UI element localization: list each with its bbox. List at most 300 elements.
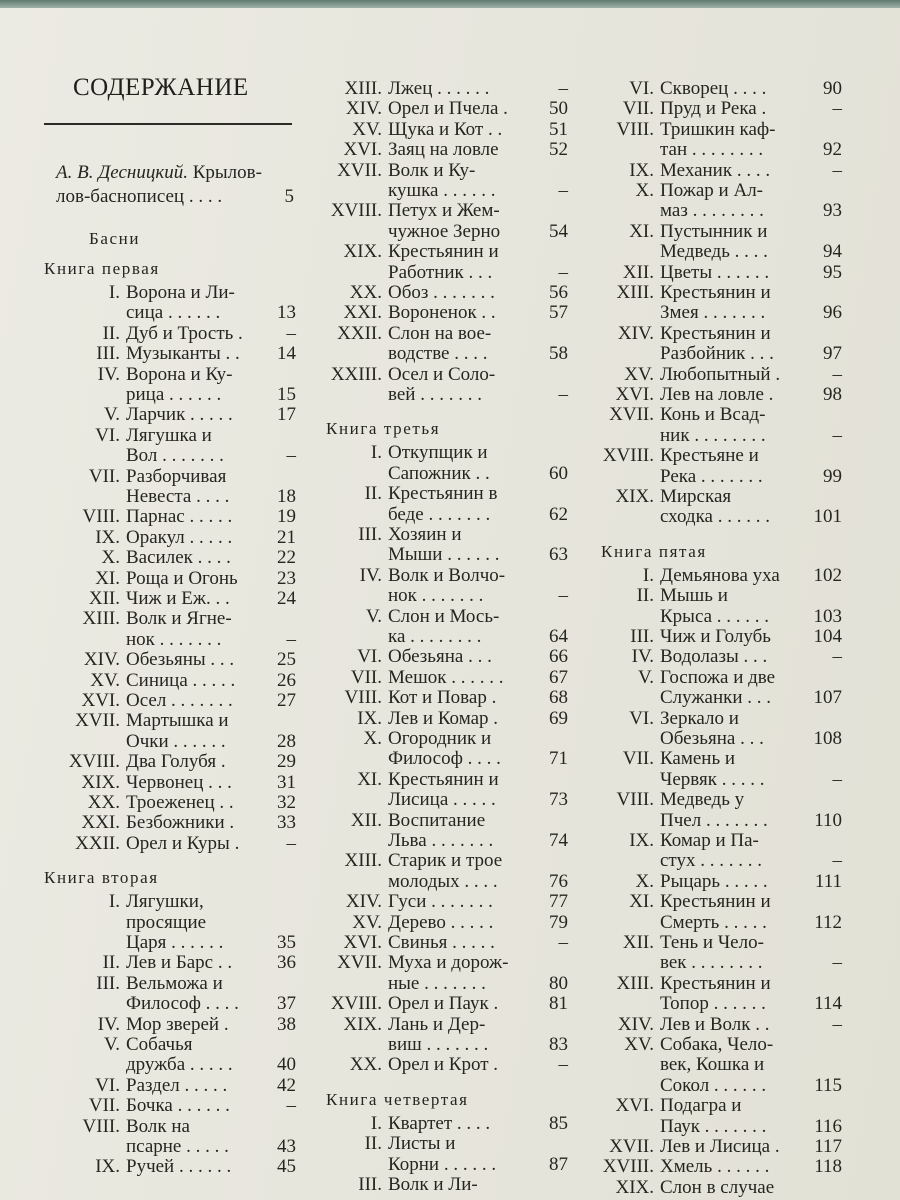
toc-entry xyxy=(597,1136,842,1158)
entry-page-number: 95 xyxy=(823,261,842,283)
toc-entry xyxy=(318,728,568,771)
entry-page-number: – xyxy=(558,383,568,405)
entry-title-line: Мирская xyxy=(660,486,732,507)
entry-title-line: Вол . . . . . . . xyxy=(126,445,224,467)
entry-title-line: Философ . . . . xyxy=(126,993,239,1015)
entry-title-line: Река . . . . . . . xyxy=(660,465,763,487)
entry-page-number: 79 xyxy=(549,911,568,933)
entry-page-number: – xyxy=(832,952,842,974)
entry-title-line: Квартет . . . . xyxy=(388,1112,491,1134)
entry-title-line: Крестьянин и xyxy=(660,282,771,303)
entry-page-number: 42 xyxy=(277,1074,296,1096)
toc-entry xyxy=(597,585,842,628)
entry-number: XVII. xyxy=(337,159,382,181)
entry-title-line: Дуб и Трость . xyxy=(126,322,243,344)
entry-title-line: Скворец . . . . xyxy=(660,78,767,99)
entry-title-line: просящие xyxy=(126,911,207,933)
toc-entry xyxy=(44,547,296,569)
entry-title-line: кушка . . . . . . xyxy=(388,179,496,201)
entry-title-line: Мор зверей . xyxy=(126,1013,229,1035)
entry-title-line: Волк и Ку- xyxy=(388,159,476,181)
entry-page-number: 64 xyxy=(549,625,568,647)
entry-number: X. xyxy=(101,547,120,569)
entry-title-line: Сокол . . . . . . xyxy=(660,1074,767,1096)
entry-number: XVI. xyxy=(615,384,654,405)
entry-page-number: 111 xyxy=(814,870,842,892)
toc-entry xyxy=(318,282,568,304)
toc-entry xyxy=(318,667,568,689)
toc-entry xyxy=(318,932,568,954)
entry-number: II. xyxy=(102,952,120,974)
entry-title-line: Крестьянин и xyxy=(388,241,499,263)
entry-number: VIII. xyxy=(82,506,120,528)
entry-page-number: 31 xyxy=(277,771,296,793)
entry-number: IV. xyxy=(97,1013,120,1035)
entry-page-number: 27 xyxy=(277,690,296,711)
toc-entry xyxy=(597,364,842,386)
entry-title-line: Листы и xyxy=(388,1133,456,1155)
entry-title-line: Червяк . . . . . xyxy=(660,768,765,790)
entry-page-number: 50 xyxy=(549,98,568,120)
entry-page-number: – xyxy=(558,932,568,953)
entry-number: XX. xyxy=(349,1054,382,1076)
book-heading: Книга третья xyxy=(326,419,441,439)
entry-number: XXI. xyxy=(81,812,120,834)
toc-entry xyxy=(44,282,296,325)
entry-title-line: псарне . . . . . xyxy=(126,1135,229,1157)
entry-page-number: 81 xyxy=(549,993,568,1015)
entry-title-line: Два Голубя . xyxy=(126,751,226,773)
entry-title-line: Вельможа и xyxy=(126,972,223,994)
toc-entry xyxy=(44,1095,296,1117)
entry-title-line: Орел и Паук . xyxy=(388,993,499,1015)
entry-number: VI. xyxy=(629,707,654,729)
toc-entry xyxy=(318,524,568,567)
entry-title-line: Крестьянин в xyxy=(388,483,498,505)
entry-number: X. xyxy=(635,180,654,201)
toc-entry xyxy=(318,1014,568,1057)
entry-page-number: 98 xyxy=(823,384,842,405)
entry-title-line: Муха и дорож- xyxy=(388,952,509,974)
entry-title-line: Хмель . . . . . . xyxy=(660,1156,770,1178)
entry-title-line: Парнас . . . . . xyxy=(126,506,233,528)
toc-entry xyxy=(597,646,842,668)
entry-number: VI. xyxy=(357,646,382,668)
entry-page-number: 13 xyxy=(277,302,296,324)
entry-title-line: Бочка . . . . . . xyxy=(126,1095,230,1117)
entry-number: XVI. xyxy=(81,690,120,711)
entry-title-line: Паук . . . . . . . xyxy=(660,1115,767,1137)
entry-page-number: 117 xyxy=(814,1136,842,1157)
entry-number: XVII. xyxy=(337,952,382,974)
entry-page-number: 24 xyxy=(277,588,296,609)
entry-number: II. xyxy=(364,483,382,505)
book-heading: Книга первая xyxy=(44,259,160,278)
entry-page-number: 108 xyxy=(813,727,842,749)
entry-page-number: 32 xyxy=(277,792,296,813)
entry-title-line: Червонец . . . xyxy=(126,771,232,793)
entry-title-line: Философ . . . . xyxy=(388,748,501,770)
entry-title-line: Подагра и xyxy=(660,1095,742,1117)
entry-title-line: Огородник и xyxy=(388,728,492,749)
entry-page-number: 97 xyxy=(823,343,842,365)
toc-entry xyxy=(318,302,568,324)
entry-number: IV. xyxy=(359,564,382,586)
toc-entry xyxy=(597,119,842,162)
entry-number: XI. xyxy=(95,567,120,589)
entry-title-line: век, Кошка и xyxy=(660,1054,765,1076)
toc-entry xyxy=(597,1177,842,1199)
toc-entry xyxy=(44,772,296,794)
entry-page-number: 51 xyxy=(549,118,568,140)
entry-number: XIX. xyxy=(81,771,120,793)
entry-title-line: Разборчивая xyxy=(126,465,227,487)
entry-title-line: Осел и Соло- xyxy=(388,363,496,385)
toc-entry xyxy=(318,769,568,812)
toc-entry xyxy=(44,568,296,590)
entry-title-line: Зеркало и xyxy=(660,707,739,729)
entry-number: XI. xyxy=(629,220,654,242)
toc-entry xyxy=(597,1034,842,1097)
entry-page-number: 92 xyxy=(823,139,842,161)
entry-title-line: сица . . . . . . xyxy=(126,302,221,324)
entry-page-number: – xyxy=(286,322,296,344)
entry-title-line: сходка . . . . . . xyxy=(660,506,770,528)
entry-number: XIV. xyxy=(617,1013,654,1035)
entry-title-line: Крестьяне и xyxy=(660,445,759,467)
entry-page-number: – xyxy=(832,1013,842,1035)
entry-page-number: 33 xyxy=(277,812,296,834)
entry-page-number: 56 xyxy=(549,282,568,303)
entry-title-line: ка . . . . . . . . xyxy=(388,625,482,647)
entry-title-line: Крыса . . . . . . xyxy=(660,605,770,627)
toc-entry xyxy=(597,180,842,223)
entry-number: III. xyxy=(630,626,654,647)
entry-page-number: 19 xyxy=(277,506,296,528)
entry-title-line: Корни . . . . . . xyxy=(388,1153,497,1175)
toc-entry xyxy=(44,833,296,855)
entry-number: IV. xyxy=(631,646,654,668)
entry-number: XV. xyxy=(624,1034,654,1055)
entry-title-line: Комар и Па- xyxy=(660,830,759,851)
toc-entry xyxy=(318,1113,568,1135)
entry-number: XIII. xyxy=(616,282,654,303)
entry-page-number: 36 xyxy=(277,952,296,974)
entry-number: XVIII. xyxy=(602,1156,654,1178)
toc-entry xyxy=(44,891,296,954)
section-heading: Басни xyxy=(89,229,141,248)
toc-entry xyxy=(597,98,842,120)
entry-number: VI. xyxy=(95,1074,120,1096)
entry-page-number: 68 xyxy=(549,687,568,709)
entry-page-number: 40 xyxy=(277,1054,296,1076)
toc-entry xyxy=(597,404,842,447)
toc-entry xyxy=(318,241,568,284)
entry-page-number: 118 xyxy=(814,1156,842,1178)
entry-page-number: 74 xyxy=(549,829,568,851)
entry-title-line: Воспитание xyxy=(388,809,486,831)
toc-entry xyxy=(597,384,842,406)
entry-title-line: Пожар и Ал- xyxy=(660,180,764,201)
entry-title-line: дружба . . . . . xyxy=(126,1054,233,1076)
entry-number: II. xyxy=(364,1133,382,1155)
entry-number: VII. xyxy=(622,748,654,770)
entry-page-number: 85 xyxy=(549,1112,568,1134)
entry-number: XVII. xyxy=(609,1136,654,1157)
entry-title-line: Медведь у xyxy=(660,789,745,811)
entry-page-number: 21 xyxy=(277,526,296,548)
entry-title-line: Синица . . . . . xyxy=(126,669,236,691)
entry-number: XIV. xyxy=(345,98,382,120)
entry-page-number: 102 xyxy=(813,564,842,586)
toc-entry xyxy=(597,160,842,182)
entry-page-number: – xyxy=(832,424,842,446)
toc-entry xyxy=(597,282,842,325)
entry-number: XV. xyxy=(352,911,382,933)
entry-title-line: Медведь . . . . xyxy=(660,241,768,263)
entry-page-number: 52 xyxy=(549,139,568,161)
entry-title-line: Очки . . . . . . xyxy=(126,730,226,752)
toc-entry xyxy=(597,262,842,284)
entry-title-line: беде . . . . . . . xyxy=(388,503,491,525)
entry-title-line: Мышь и xyxy=(660,585,728,607)
entry-number: IV. xyxy=(97,363,120,385)
entry-title-line: Чиж и Голубь xyxy=(660,626,771,647)
entry-page-number: 83 xyxy=(549,1033,568,1055)
entry-number: VII. xyxy=(88,465,120,487)
toc-entry xyxy=(318,912,568,934)
entry-number: VII. xyxy=(622,98,654,120)
entry-title-line: Ручей . . . . . . xyxy=(126,1156,232,1178)
entry-page-number: 110 xyxy=(814,809,842,831)
entry-number: XXII. xyxy=(337,322,382,344)
toc-entry xyxy=(597,789,842,832)
entry-title-line: Свинья . . . . . xyxy=(388,932,495,953)
toc-entry xyxy=(318,98,568,120)
toc-entry xyxy=(44,466,296,509)
entry-title-line: нок . . . . . . . xyxy=(388,585,484,607)
entry-title-line: Лягушка и xyxy=(126,424,212,446)
entry-page-number: 63 xyxy=(549,544,568,566)
entry-page-number: – xyxy=(832,159,842,181)
entry-page-number: 25 xyxy=(277,649,296,671)
entry-number: XVIII. xyxy=(602,445,654,467)
entry-title-line: Разбойник . . . xyxy=(660,343,774,365)
entry-title-line: Волк и Ягне- xyxy=(126,608,232,630)
toc-entry xyxy=(318,200,568,243)
entry-title-line: молодых . . . . xyxy=(388,870,498,892)
entry-page-number: 76 xyxy=(549,870,568,892)
toc-entry xyxy=(318,952,568,995)
entry-title-line: виш . . . . . . . xyxy=(388,1033,489,1055)
entry-page-number: 71 xyxy=(549,748,568,770)
intro-line-1 xyxy=(56,162,262,184)
entry-page-number: – xyxy=(832,646,842,668)
entry-title-line: Водолазы . . . xyxy=(660,646,768,668)
entry-page-number: 22 xyxy=(277,547,296,569)
entry-number: XVIII. xyxy=(330,200,382,222)
entry-page-number: – xyxy=(286,1095,296,1117)
entry-title-line: Откупщик и xyxy=(388,442,488,464)
entry-page-number: 23 xyxy=(277,567,296,589)
toc-entry xyxy=(44,1156,296,1178)
toc-entry xyxy=(318,565,568,608)
entry-title-line: Волк и Волчо- xyxy=(388,564,506,586)
entry-title-line: ные . . . . . . . xyxy=(388,972,486,994)
entry-title-line: Собака, Чело- xyxy=(660,1034,774,1055)
toc-entry xyxy=(44,973,296,1016)
entry-page-number: 115 xyxy=(814,1074,842,1096)
toc-entry xyxy=(44,1034,296,1077)
toc-entry xyxy=(44,792,296,814)
entry-title-line: Служанки . . . xyxy=(660,687,772,709)
entry-title-line: Крестьянин и xyxy=(660,322,771,344)
entry-page-number: – xyxy=(558,1054,568,1076)
entry-page-number: – xyxy=(832,850,842,872)
toc-entry xyxy=(44,588,296,610)
entry-page-number: 96 xyxy=(823,302,842,324)
entry-page-number: 29 xyxy=(277,751,296,773)
entry-page-number: 101 xyxy=(813,506,842,528)
entry-title-line: Лев на ловле . xyxy=(660,384,774,405)
toc-entry xyxy=(318,606,568,649)
entry-title-line: Музыканты . . xyxy=(126,343,240,365)
entry-title-line: Лев и Комар . xyxy=(388,707,499,729)
entry-page-number: – xyxy=(832,363,842,385)
entry-number: X. xyxy=(363,728,382,749)
toc-entry xyxy=(597,830,842,873)
entry-number: IX. xyxy=(357,707,382,729)
toc-entry xyxy=(318,119,568,141)
entry-title-line: Заяц на ловле xyxy=(388,139,499,161)
entry-title-line: Царя . . . . . . xyxy=(126,931,224,953)
entry-title-line: маз . . . . . . . . xyxy=(660,200,764,222)
entry-title-line: Крестьянин и xyxy=(388,768,499,790)
entry-number: VII. xyxy=(350,666,382,688)
entry-page-number: – xyxy=(558,261,568,283)
entry-title-line: Оракул . . . . . xyxy=(126,526,233,548)
toc-entry xyxy=(318,1133,568,1176)
entry-title-line: Змея . . . . . . . xyxy=(660,302,766,324)
toc-entry xyxy=(44,812,296,834)
entry-title-line: Работник . . . xyxy=(388,261,493,283)
toc-entry xyxy=(597,748,842,791)
entry-title-line: Госпожа и две xyxy=(660,666,776,688)
toc-entry xyxy=(597,565,842,587)
toc-entry xyxy=(597,221,842,264)
entry-page-number: 38 xyxy=(277,1013,296,1035)
entry-title-line: Орел и Куры . xyxy=(126,832,240,854)
entry-number: VIII. xyxy=(82,1115,120,1137)
entry-number: II. xyxy=(102,322,120,344)
toc-entry xyxy=(597,1095,842,1138)
entry-page-number: – xyxy=(286,445,296,467)
entry-number: XVI. xyxy=(343,932,382,953)
entry-title-line: Обезьяна . . . xyxy=(388,646,492,668)
toc-entry xyxy=(597,891,842,934)
intro-page: 5 xyxy=(284,186,294,207)
entry-page-number: 57 xyxy=(549,302,568,324)
entry-title-line: век . . . . . . . . xyxy=(660,952,763,974)
toc-entry xyxy=(44,1075,296,1097)
entry-title-line: Лжец . . . . . . xyxy=(388,78,490,99)
entry-number: XIII. xyxy=(344,850,382,872)
entry-number: XX. xyxy=(87,792,120,813)
entry-number: V. xyxy=(103,1034,120,1055)
entry-title-line: Слон и Мось- xyxy=(388,605,500,627)
toc-entry xyxy=(44,1116,296,1159)
entry-title-line: Вороненок . . xyxy=(388,302,496,324)
entry-number: XVI. xyxy=(615,1095,654,1117)
entry-page-number: – xyxy=(832,768,842,790)
entry-title-line: Лань и Дер- xyxy=(388,1013,486,1035)
entry-title-line: Ворона и Ли- xyxy=(126,282,235,303)
toc-entry xyxy=(44,425,296,468)
entry-title-line: Волк на xyxy=(126,1115,190,1137)
entry-title-line: Чиж и Еж. . . xyxy=(126,588,230,609)
toc-entry xyxy=(44,710,296,753)
entry-page-number: 26 xyxy=(277,669,296,691)
entry-title-line: Гуси . . . . . . . xyxy=(388,891,493,913)
entry-title-line: нок . . . . . . . xyxy=(126,628,222,650)
entry-title-line: Мартышка и xyxy=(126,710,229,732)
entry-number: V. xyxy=(365,605,382,627)
entry-title-line: Обезьяна . . . xyxy=(660,727,764,749)
entry-number: XIII. xyxy=(344,78,382,99)
entry-title-line: Роща и Огонь xyxy=(126,567,238,589)
entry-number: XIV. xyxy=(345,891,382,913)
entry-number: I. xyxy=(370,1112,382,1134)
toc-entry xyxy=(318,78,568,100)
toc-entry xyxy=(597,78,842,100)
entry-number: XIX. xyxy=(615,486,654,507)
entry-number: XV. xyxy=(624,363,654,385)
entry-title-line: Безбожники . xyxy=(126,812,235,834)
toc-entry xyxy=(318,646,568,668)
entry-number: XIX. xyxy=(343,1013,382,1035)
entry-number: XVII. xyxy=(609,404,654,426)
entry-title-line: Осел . . . . . . . xyxy=(126,690,233,711)
toc-entry xyxy=(318,687,568,709)
toc-entry xyxy=(44,343,296,365)
entry-number: XVII. xyxy=(75,710,120,732)
entry-title-line: Слон на вое- xyxy=(388,322,492,344)
entry-number: IX. xyxy=(629,159,654,181)
toc-entry xyxy=(597,1156,842,1178)
entry-page-number: 116 xyxy=(814,1115,842,1137)
page-edge xyxy=(0,0,900,8)
entry-number: VI. xyxy=(629,78,654,99)
book-heading: Книга пятая xyxy=(601,541,707,561)
entry-page-number: 77 xyxy=(549,891,568,913)
entry-page-number: – xyxy=(558,78,568,99)
entry-number: IX. xyxy=(95,1156,120,1178)
entry-page-number: 62 xyxy=(549,503,568,525)
entry-title-line: Мыши . . . . . . xyxy=(388,544,500,566)
entry-title-line: Орел и Пчела . xyxy=(388,98,508,120)
entry-number: XII. xyxy=(622,261,654,283)
toc-entry xyxy=(318,139,568,161)
entry-title-line: Мешок . . . . . . xyxy=(388,666,504,688)
entry-title-line: Демьянова уха xyxy=(660,564,780,586)
entry-page-number: 93 xyxy=(823,200,842,222)
entry-title-line: Камень и xyxy=(660,748,736,770)
entry-number: XXI. xyxy=(343,302,382,324)
entry-title-line: Слон в случае xyxy=(660,1176,775,1198)
toc-entry xyxy=(44,364,296,407)
title-rule xyxy=(44,123,292,125)
entry-page-number: 15 xyxy=(277,383,296,405)
